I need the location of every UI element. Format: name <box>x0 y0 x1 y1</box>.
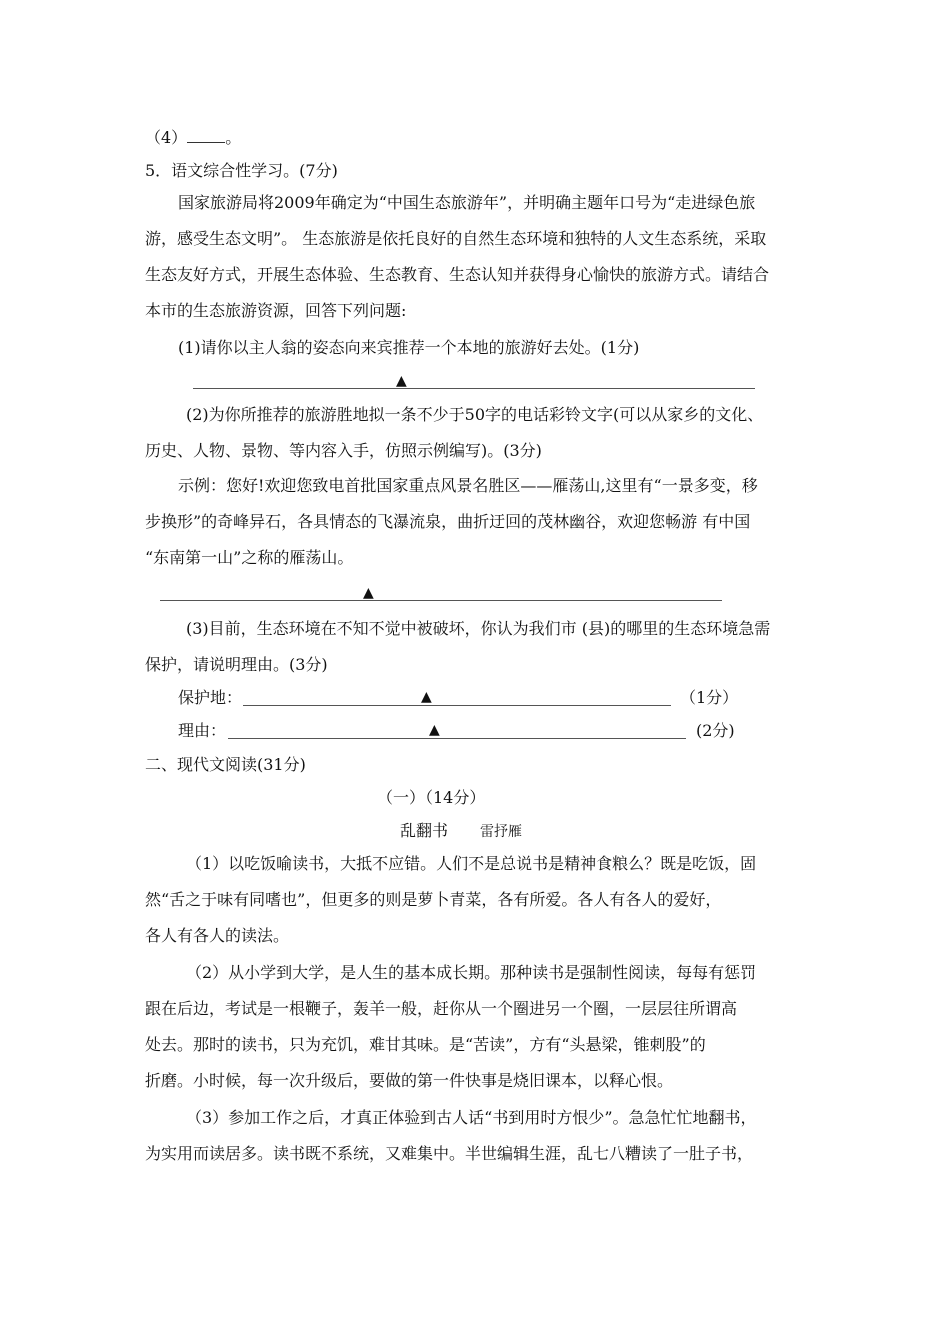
paragraph-1-line-2: 然“舌之于味有同嗜也”，但更多的则是萝卜青菜，各有所爱。各人有各人的爱好， <box>145 890 722 909</box>
example-line-2: 步换形”的奇峰异石，各具情态的飞瀑流泉，曲折迂回的茂林幽谷，欢迎您畅游 有中国 <box>145 512 751 531</box>
article-author: 雷抒雁 <box>480 824 522 840</box>
sub-question-2-line-1: (2)为你所推荐的旅游胜地拟一条不少于50字的电话彩铃文字(可以从家乡的文化、 <box>186 405 764 424</box>
paragraph-2-line-2: 跟在后边，考试是一根鞭子，轰羊一般，赶你从一个圈进另一个圈，一层层往所谓高 <box>145 999 738 1018</box>
intro-line-2: 游，感受生态文明”。 生态旅游是依托良好的自然生态环境和独特的人文生态系统，采取 <box>145 229 767 248</box>
protect-location-input[interactable] <box>243 705 671 706</box>
example-line-3: “东南第一山”之称的雁荡山。 <box>145 548 354 567</box>
blank-marker-triangle: ▲ <box>421 689 432 705</box>
protect-location-score: （1分） <box>680 688 739 707</box>
example-line-1: 示例：您好!欢迎您致电首批国家重点风景名胜区——雁荡山,这里有“一景多变，移 <box>178 476 758 495</box>
answer-blank[interactable] <box>187 126 225 143</box>
sub-question-3-line-1: (3)目前，生态环境在不知不觉中被破坏，你认为我们市 (县)的哪里的生态环境急需 <box>186 619 771 638</box>
intro-line-1: 国家旅游局将2009年确定为“中国生态旅游年”，并明确主题年口号为“走进绿色旅 <box>178 193 756 212</box>
q4-period: 。 <box>225 128 242 147</box>
sub-question-1: (1)请你以主人翁的姿态向来宾推荐一个本地的旅游好去处。(1分) <box>178 338 640 357</box>
question-4-answer-line <box>145 126 241 148</box>
question-5-heading: 5．语文综合性学习。(7分) <box>145 161 338 180</box>
blank-marker-triangle: ▲ <box>396 373 407 389</box>
intro-line-3: 生态友好方式，开展生态体验、生态教育、生态认知并获得身心愉快的旅游方式。请结合 <box>145 265 770 284</box>
paragraph-1-line-1: （1）以吃饭喻读书，大抵不应错。人们不是总说书是精神食粮么？既是吃饭，固 <box>186 854 757 873</box>
protect-location-label: 保护地： <box>178 688 243 707</box>
reason-label: 理由： <box>178 721 227 740</box>
paragraph-2-line-1: （2）从小学到大学，是人生的基本成长期。那种读书是强制性阅读，每每有惩罚 <box>186 963 757 982</box>
part-1-heading: （一）（14分） <box>377 788 486 807</box>
blank-marker-triangle: ▲ <box>429 722 440 738</box>
paragraph-2-line-4: 折磨。小时候，每一次升级后，要做的第一件快事是烧旧课本，以释心恨。 <box>145 1071 674 1090</box>
paragraph-2-line-3: 处去。那时的读书，只为充饥，难甘其味。是“苦读”，方有“头悬梁，锥刺股”的 <box>145 1035 706 1054</box>
paragraph-1-line-3: 各人有各人的读法。 <box>145 926 290 945</box>
answer-line-1[interactable] <box>193 388 755 389</box>
q4-label: （4） <box>145 128 188 147</box>
article-title: 乱翻书 <box>400 821 449 840</box>
sub-question-3-line-2: 保护，请说明理由。(3分) <box>145 655 328 674</box>
section-2-heading: 二、现代文阅读(31分) <box>145 755 306 774</box>
paragraph-3-line-2: 为实用而读居多。读书既不系统，又难集中。半世编辑生涯，乱七八糟读了一肚子书， <box>145 1144 754 1163</box>
reason-score: (2分) <box>696 721 735 740</box>
answer-line-2[interactable] <box>160 600 722 601</box>
reason-input[interactable] <box>228 738 686 739</box>
paragraph-3-line-1: （3）参加工作之后，才真正体验到古人话“书到用时方恨少”。急急忙忙地翻书， <box>186 1108 757 1127</box>
blank-marker-triangle: ▲ <box>363 585 374 601</box>
sub-question-2-line-2: 历史、人物、景物、等内容入手，仿照示例编写)。(3分) <box>145 441 542 460</box>
intro-line-4: 本市的生态旅游资源，回答下列问题: <box>145 301 407 320</box>
